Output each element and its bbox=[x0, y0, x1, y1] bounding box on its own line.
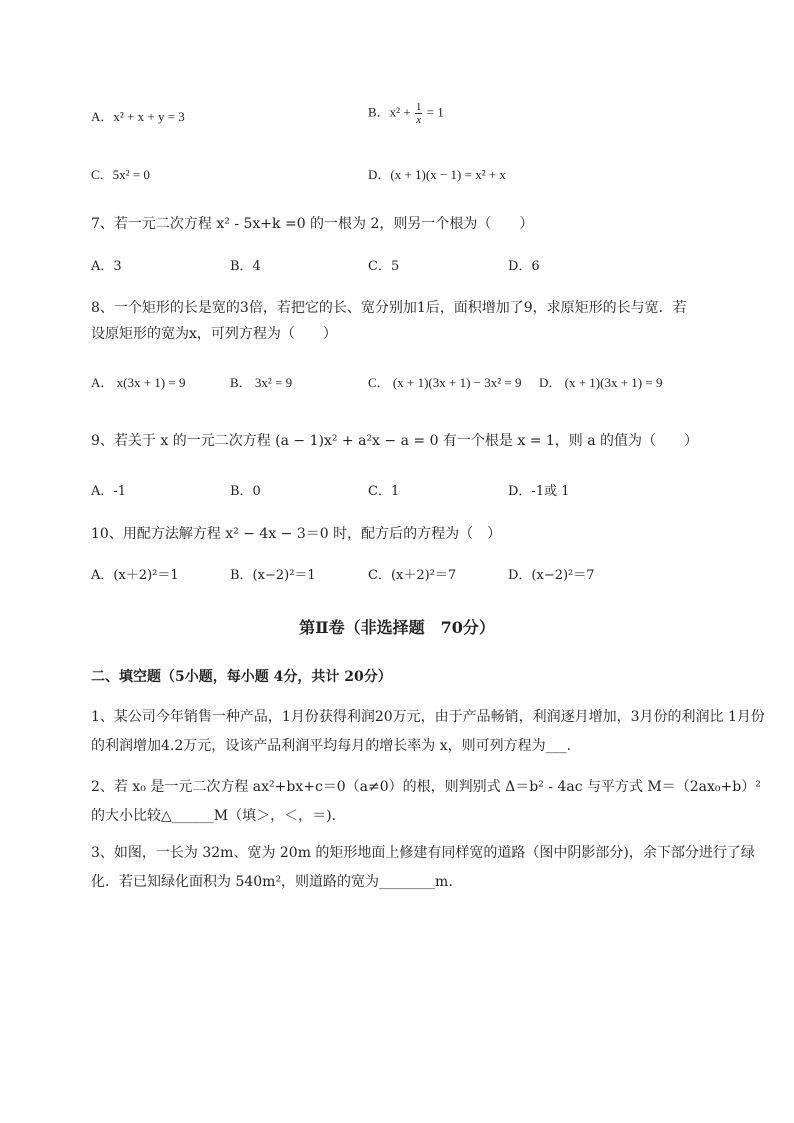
q8-option-a: A． x(3x + 1) = 9 bbox=[91, 375, 186, 390]
q6-option-b-fraction bbox=[415, 101, 423, 126]
q8-option-d: D． (x + 1)(3x + 1) = 9 bbox=[539, 375, 663, 390]
q10-option-a: A．(x＋2)²＝1 bbox=[91, 568, 179, 583]
q7-option-c: C．5 bbox=[368, 259, 400, 274]
q10-option-b: B．(x−2)²＝1 bbox=[230, 568, 316, 583]
q7-option-a: A．3 bbox=[91, 259, 122, 274]
q7-option-d: D．6 bbox=[508, 259, 540, 274]
fill-question-3: 3、如图，一长为 32m、宽为 20m 的矩形地面上修建有同样宽的道路（图中阴影部分)，余下部分进行了绿化．若已知绿化面积为 540m²，则道路的宽为________m. bbox=[91, 845, 755, 890]
q10-stem: 10、用配方法解方程 x² − 4x − 3＝0 时，配方后的方程为（ ） bbox=[91, 526, 502, 542]
q10-option-c: C．(x＋2)²＝7 bbox=[368, 568, 457, 583]
q6-option-d: D．(x + 1)(x − 1) = x² + x bbox=[368, 167, 506, 182]
section2-title: 二、填空题（5小题，每小题 4分，共计 20分） bbox=[91, 669, 392, 685]
q8-option-b: B． 3x² = 9 bbox=[230, 375, 293, 390]
q6-option-c: C．5x² = 0 bbox=[91, 167, 150, 182]
q9-option-a: A．-1 bbox=[91, 484, 127, 499]
q7-stem: 7、若一元二次方程 x² - 5x+k =0 的一根为 2，则另一个根为（ ） bbox=[91, 216, 534, 232]
q6-option-b-suffix: = 1 bbox=[423, 104, 444, 120]
q8-stem-line2: 设原矩形的宽为x，可列方程为（ ） bbox=[91, 326, 337, 342]
fill-question-2: 2、若 x₀ 是一元二次方程 ax²+bx+c＝0（a≠0）的根，则判别式 Δ＝b² - 4ac 与平方式 M＝（2ax₀+b）² 的大小比较△______M（填＞，＜，＝). bbox=[91, 779, 761, 824]
q6-option-b bbox=[368, 101, 444, 126]
q9-stem: 9、若关于 x 的一元二次方程 (a − 1)x² + a²x − a = 0 有一个根是 x = 1，则 a 的值为（ ） bbox=[91, 433, 699, 449]
part2-title: 第Ⅱ卷（非选择题 70分） bbox=[299, 618, 495, 637]
q6-fraction-denominator: x bbox=[416, 114, 422, 126]
q6-fraction-numerator: 1 bbox=[415, 101, 422, 113]
q10-option-d: D．(x−2)²＝7 bbox=[508, 568, 595, 583]
q9-option-d: D．-1或 1 bbox=[508, 484, 570, 499]
q9-option-c: C．1 bbox=[368, 484, 400, 499]
q8-stem-line1: 8、一个矩形的长是宽的3倍，若把它的长、宽分别加1后，面积增加了9，求原矩形的长与宽．若 bbox=[91, 300, 687, 316]
q8-option-c: C． (x + 1)(3x + 1) − 3x² = 9 bbox=[368, 375, 522, 390]
q6-option-b-prefix: B．x² + bbox=[368, 104, 414, 120]
fill-question-1: 1、某公司今年销售一种产品，1月份获得利润20万元，由于产品畅销，利润逐月增加，3月份的利润比 1月份的利润增加4.2万元，设该产品利润平均每月的增长率为 x，则可列方程为___. bbox=[91, 709, 765, 754]
q6-option-a: A．x² + x + y = 3 bbox=[91, 109, 185, 124]
q9-option-b: B．0 bbox=[230, 484, 261, 499]
q7-option-b: B．4 bbox=[230, 259, 261, 274]
